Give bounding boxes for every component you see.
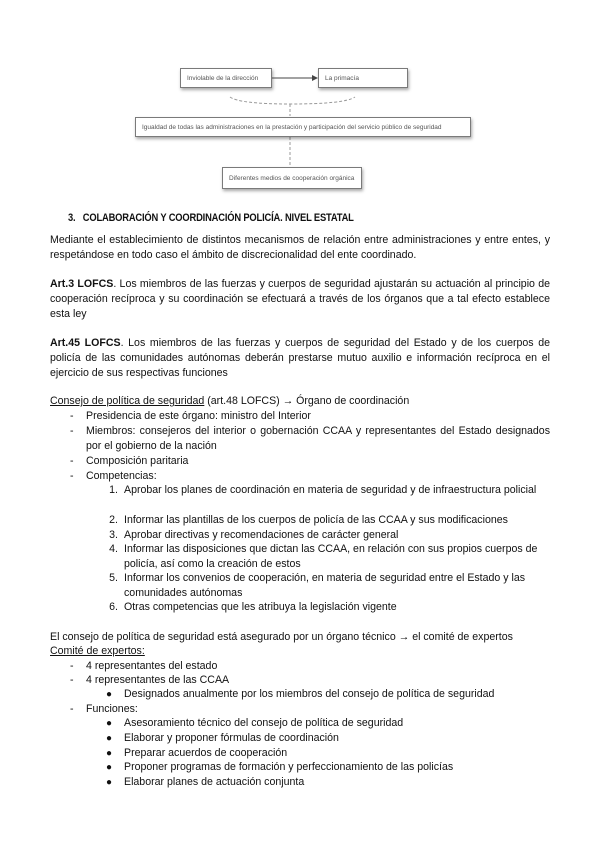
dash-marker: -: [70, 470, 74, 482]
art3-paragraph: [50, 277, 550, 322]
comite-title: Comité de expertos:: [50, 645, 145, 657]
funcion-item: Proponer programas de formación y perfeccionamiento de las policías: [124, 761, 454, 773]
list-number: 1.: [109, 484, 118, 496]
art45-label: Art.45 LOFCS: [50, 337, 121, 349]
diagram-box-igualdad: [135, 117, 471, 137]
section-heading: [68, 212, 354, 224]
tecnico-line: El consejo de política de seguridad está asegurado por un órgano técnico → el comité de expertos: [50, 631, 513, 643]
competencia-item: Informar los convenios de cooperación, en materia de seguridad entre el Estado y las comunidades autónomas: [124, 572, 526, 599]
bullet-icon: ●: [106, 733, 113, 744]
bullet-icon: ●: [106, 748, 113, 759]
comite-ccaa-sub: Designados anualmente por los miembros del consejo de política de seguridad: [124, 688, 495, 700]
diagram-box-label: La primacía: [325, 74, 359, 82]
comite-funciones-label: Funciones:: [86, 703, 138, 715]
list-number: 4.: [109, 543, 118, 555]
competencia-item: Aprobar los planes de coordinación en materia de seguridad y de infraestructura policial: [124, 484, 537, 496]
dash-marker: -: [70, 674, 74, 686]
consejo-item-competencias: Competencias:: [86, 470, 157, 482]
funcion-item: Asesoramiento técnico del consejo de política de seguridad: [124, 717, 404, 729]
section-title: COLABORACIÓN Y COORDINACIÓN POLICÍA. NIVEL ESTATAL: [82, 212, 354, 224]
art3-text: . Los miembros de las fuerzas y cuerpos de seguridad ajustarán su actuación al principio de cooperación recíproca y su coordinación se efectuará a través de los órganos que a tal efecto establece esta ley: [50, 278, 551, 320]
consejo-item-composicion: Composición paritaria: [86, 455, 189, 467]
bullet-icon: ●: [106, 689, 113, 700]
diagram-box-label: Diferentes medios de cooperación orgánica: [229, 174, 355, 182]
funcion-item: Elaborar planes de actuación conjunta: [124, 776, 305, 788]
competencia-item: Otras competencias que les atribuya la legislación vigente: [124, 601, 397, 613]
list-number: 6.: [109, 601, 118, 613]
dash-marker: -: [70, 425, 74, 437]
competencia-item: Informar las disposiciones que dictan las CCAA, en relación con sus propios cuerpos de policía, así como la creación de estos: [124, 543, 538, 570]
consejo-item-presidencia: Presidencia de este órgano: ministro del Interior: [86, 410, 311, 422]
competencia-item: Aprobar directivas y recomendaciones de carácter general: [124, 529, 399, 541]
dash-marker: -: [70, 660, 74, 672]
arrow-head: [312, 75, 318, 81]
dash-marker: -: [70, 703, 74, 715]
section-number: 3.: [68, 212, 76, 224]
diagram-box-medios: [222, 167, 362, 189]
comite-item: 4 representantes del estado: [86, 660, 218, 672]
consejo-title-line: [50, 394, 409, 409]
art3-label: Art.3 LOFCS: [50, 278, 114, 290]
bullet-icon: ●: [106, 777, 113, 788]
list-number: 3.: [109, 529, 118, 541]
dash-marker: -: [70, 455, 74, 467]
bullet-icon: ●: [106, 718, 113, 729]
comite-item: 4 representantes de las CCAA: [86, 674, 230, 686]
dash-marker: -: [70, 410, 74, 422]
brace-connector: [230, 97, 355, 104]
funcion-item: Elaborar y proponer fórmulas de coordinación: [124, 732, 339, 744]
diagram-box-label: Inviolable de la dirección: [187, 74, 259, 82]
consejo-title: Consejo de política de seguridad: [50, 395, 205, 407]
funcion-item: Preparar acuerdos de cooperación: [124, 747, 288, 759]
list-number: 2.: [109, 514, 118, 526]
art45-paragraph: [50, 336, 550, 381]
consejo-item-miembros: Miembros: consejeros del interior o gobernación CCAA y representantes del Estado designados por el gobierno de la nación: [86, 425, 550, 452]
competencia-item: Informar las plantillas de los cuerpos de policía de las CCAA y sus modificaciones: [124, 514, 508, 526]
diagram-box-label: Igualdad de todas las administraciones en la prestación y participación del servicio público de seguridad: [142, 123, 442, 131]
consejo-ref: (art.48 LOFCS) → Órgano de coordinación: [204, 395, 410, 407]
bullet-icon: ●: [106, 762, 113, 773]
intro-paragraph: Mediante el establecimiento de distintos mecanismos de relación entre administraciones y entre entes, y respetándose en todo caso el ámbito de discrecionalidad del ente coordinado.: [50, 234, 550, 261]
art45-text: . Los miembros de las fuerzas y cuerpos de seguridad del Estado y de los cuerpos de policía de las comunidades autónomas deberán prestarse mutuo auxilio e información recíproca en el ejercicio de sus respectivas funciones: [50, 337, 550, 379]
list-number: 5.: [109, 572, 118, 584]
